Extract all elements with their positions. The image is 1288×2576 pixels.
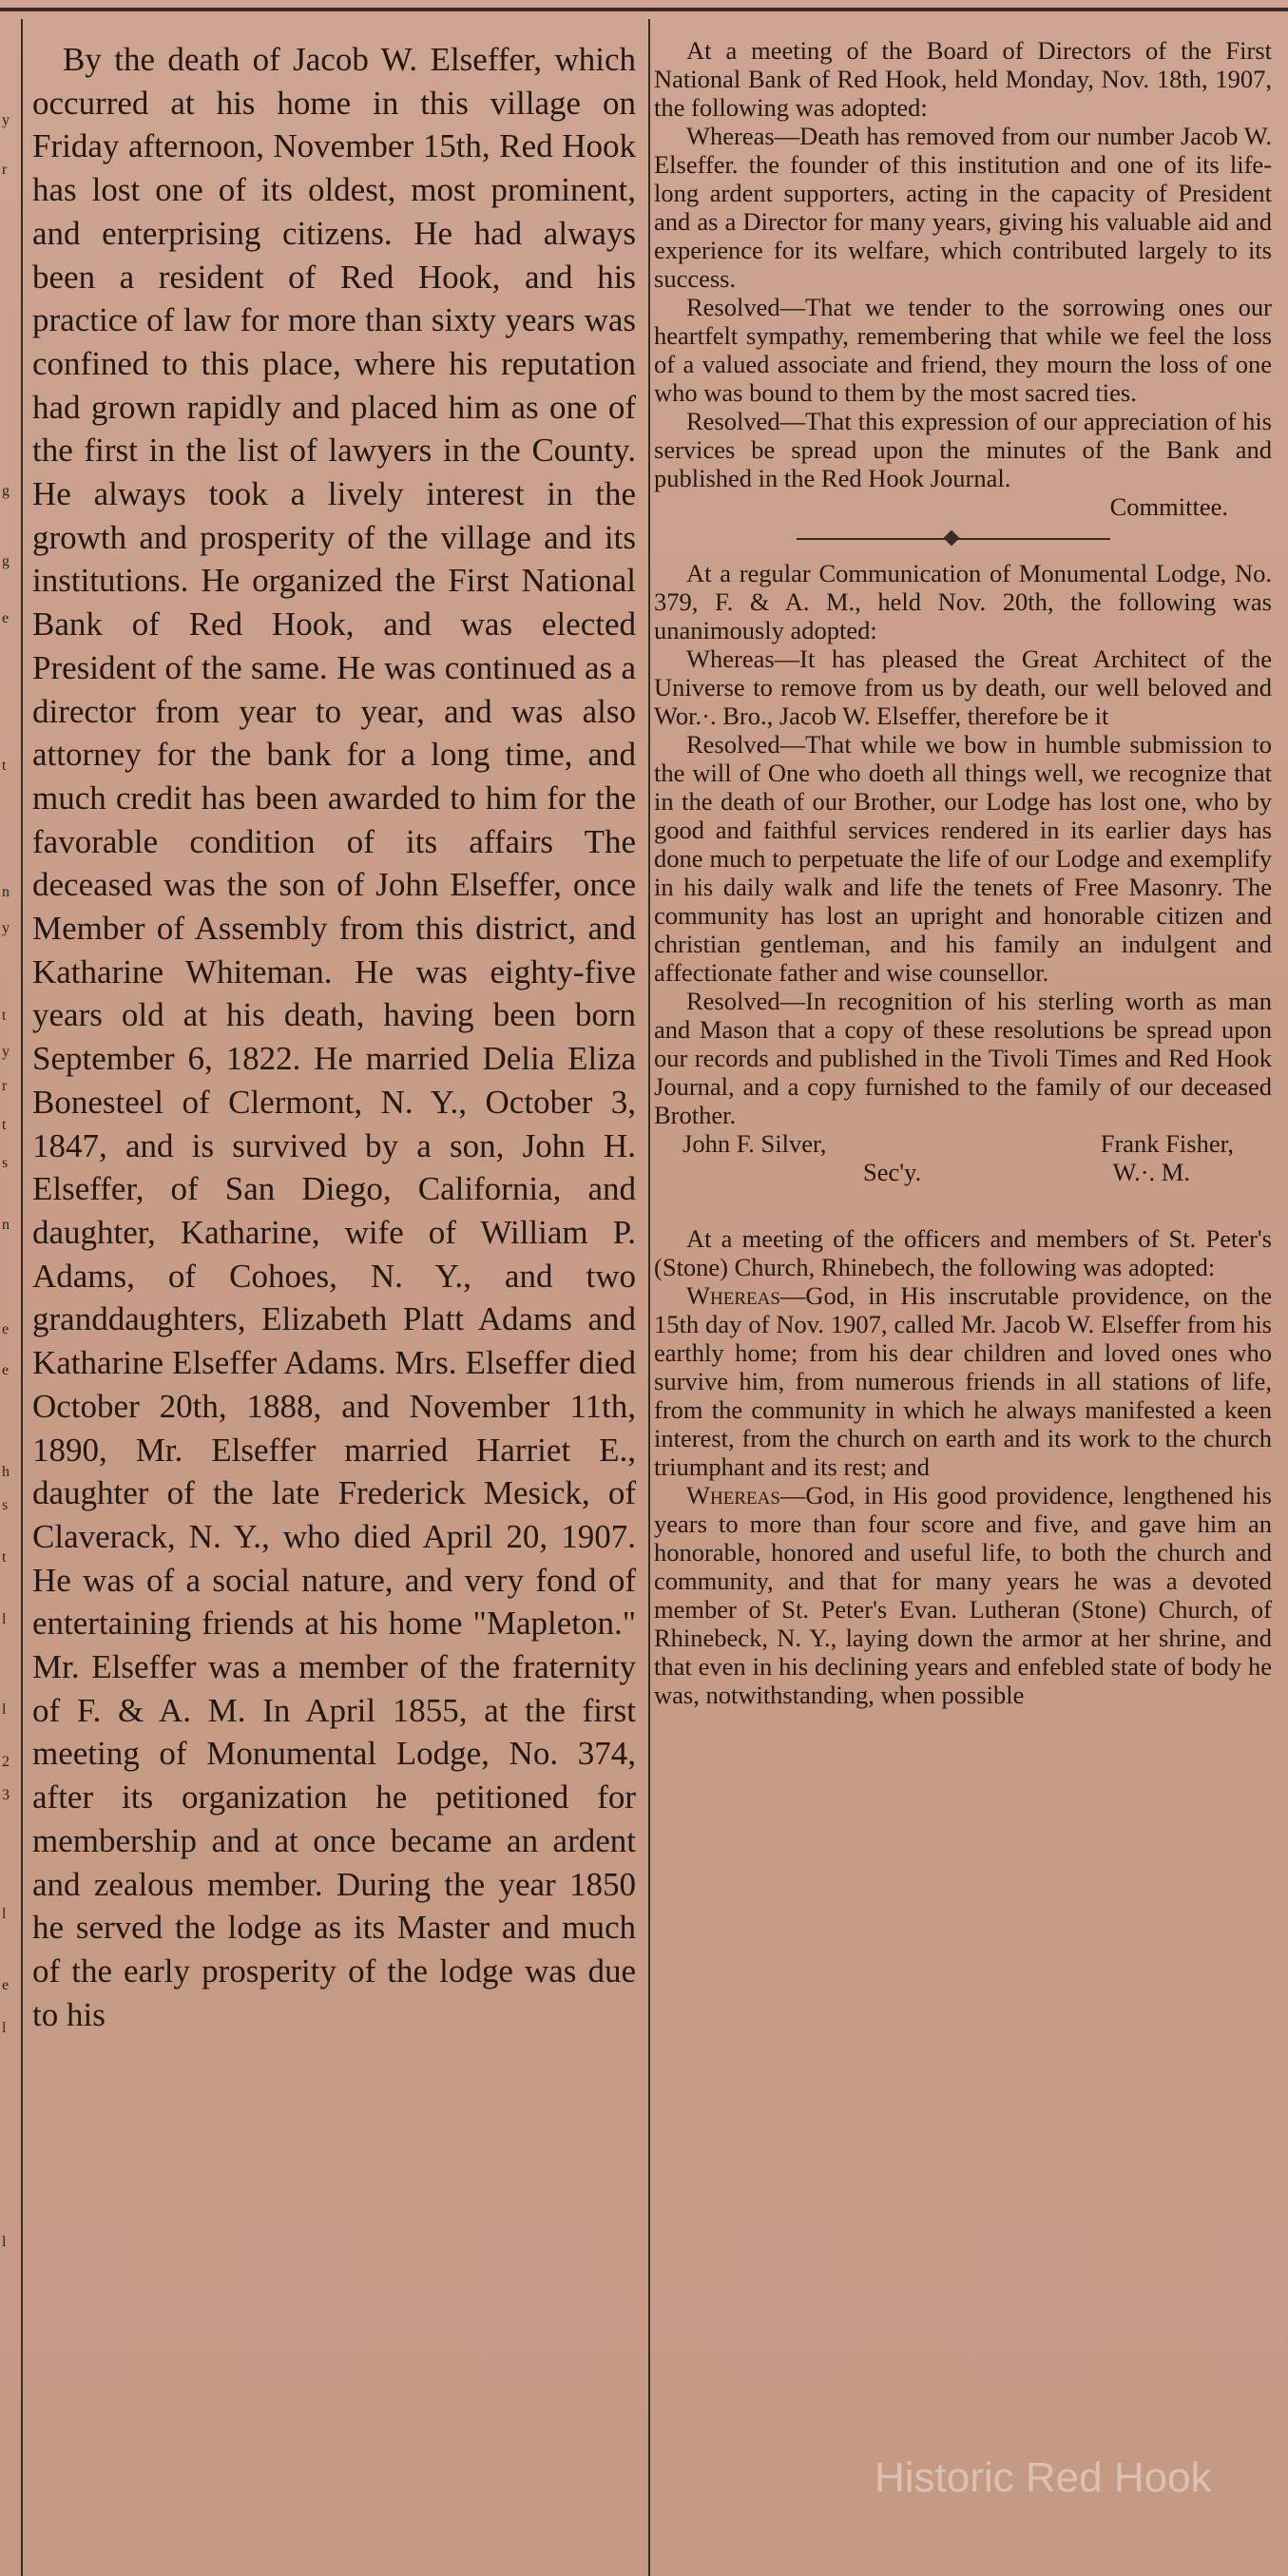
whereas-lead-1: Whereas <box>686 1281 780 1310</box>
gutter-fragment: e <box>2 1321 10 1337</box>
gutter-fragment: y <box>2 112 10 128</box>
signer-secretary-title: Sec'y. <box>863 1158 922 1186</box>
gutter-fragment: t <box>2 758 7 774</box>
column-rule <box>648 19 650 2576</box>
lodge-resolution <box>654 559 1272 1186</box>
lodge-signer-titles <box>654 1158 1272 1186</box>
gutter-fragment: l <box>2 1701 7 1718</box>
left-gutter <box>0 19 23 2576</box>
obituary-text: By the death of Jacob W. Elseffer, which occurred at his home in this village on Friday afternoon, November 15th, Red Hook has lost one of its oldest, most prominent, and enterprising citizens. He had always been a resident of Red Hook, and his practice of law for more than sixty years was confined to this place, where his reputation had grown rapidly and placed him as one of the first in the list of lawyers in the County. He always took a lively interest in the growth and prosperity of the village and its institutions. He organized the First National Bank of Red Hook, and was elected President of the same. He was continued as a director from year to year, and was also attorney for the bank for a long time, and much credit has been awarded to him for the favorable condition of its affairs The deceased was the son of John Elseffer, once Member of Assembly from this district, and Katharine Whiteman. He was eighty-five years old at his death, having been born September 6, 1822. He married Delia Eliza Bonesteel of Clermont, N. Y., October 3, 1847, and is survived by a son, John H. Elseffer, of San Diego, California, and daughter, Katharine, wife of William P. Adams, of Cohoes, N. Y., and two granddaughters, Elizabeth Platt Adams and Katharine Elseffer Adams. Mrs. Elseffer died October 20th, 1888, and November 11th, 1890, Mr. Elseffer married Harriet E., daughter of the late Frederick Mesick, of Claverack, N. Y., who died April 20, 1907. He was of a social nature, and very fond of entertaining friends at his home "Mapleton." Mr. Elseffer was a member of the fraternity of F. & A. M. In April 1855, at the first meeting of Monumental Lodge, No. 374, after its organization he petitioned for membership and at once became an ardent and zealous member. During the year 1850 he served the lodge as its Master and much of the early prosperity of the lodge was due to his <box>32 41 636 2033</box>
lodge-signers <box>654 1129 1272 1158</box>
gutter-fragment: l <box>2 1906 7 1922</box>
gutter-fragment: l <box>2 2020 7 2036</box>
gutter-fragment: l <box>2 2234 7 2250</box>
gutter-fragment: 2 <box>2 1754 10 1770</box>
gutter-fragment: r <box>2 1078 8 1094</box>
lodge-intro: At a regular Communication of Monumental Lodge, No. 379, F. & A. M., held Nov. 20th, the following was unanimously adopted: <box>654 559 1272 644</box>
lodge-resolved-2: Resolved—In recognition of his sterling worth as man and Mason that a copy of these resolutions be spread upon our records and published in the Tivoli Times and Red Hook Journal, and a copy furnished to the family of our deceased Brother. <box>654 987 1272 1129</box>
separator-diamond-icon <box>944 530 960 547</box>
top-rule <box>0 8 1288 11</box>
bank-signature: Committee. <box>1109 492 1228 521</box>
church-whereas-1 <box>654 1281 1272 1481</box>
whereas-text-1: —God, in His inscrutable providence, on the 15th day of Nov. 1907, called Mr. Jacob W. Elseffer from his earthly home; from his dear children and loved ones who survive him, from numerous friends in all stations of life, from the community in which he always manifested a keen interest, from the church on earth and its work to the church triumphant and its rest; and <box>654 1281 1272 1481</box>
bank-resolved-1: Resolved—That we tender to the sorrowing ones our heartfelt sympathy, remembering that while we feel the loss of a valued associate and friend, they mourn the loss of one who was bound to them by the most sacred ties. <box>654 293 1272 407</box>
church-whereas-2 <box>654 1481 1272 1709</box>
obituary-column <box>32 38 636 2036</box>
gutter-fragment: r <box>2 162 8 178</box>
gutter-fragment: y <box>2 1044 10 1060</box>
gutter-fragment: h <box>2 1464 10 1480</box>
lodge-whereas: Whereas—It has pleased the Great Architect of the Universe to remove from us by death, our well beloved and Wor.·. Bro., Jacob W. Elseffer, therefore be it <box>654 644 1272 730</box>
gutter-fragment: g <box>2 483 10 499</box>
lodge-resolved-1: Resolved—That while we bow in humble submission to the will of One who doeth all things well, we recognize that in the death of our Brother, our Lodge has lost one, who by good and faithful services rendered in its earlier days has done much to perpetuate the life of our Lodge and exemplify in his daily walk and life the tenets of Free Masonry. The community has lost an upright and honorable citizen and christian gentleman, and his family an indulgent and affectionate father and wise counsellor. <box>654 730 1272 987</box>
section-separator <box>654 523 1272 555</box>
resolutions-column <box>654 36 1272 1709</box>
gutter-fragment: s <box>2 1155 9 1171</box>
signer-master-title: W.·. M. <box>1112 1158 1190 1186</box>
watermark: Historic Red Hook <box>875 2454 1212 2501</box>
gutter-fragment: e <box>2 1362 10 1378</box>
church-intro: At a meeting of the officers and members of St. Peter's (Stone) Church, Rhinebech, the following was adopted: <box>654 1224 1272 1281</box>
bank-resolved-2: Resolved—That this expression of our appreciation of his services be spread upon the minutes of the Bank and published in the Red Hook Journal. <box>654 407 1272 492</box>
gutter-fragment: y <box>2 920 10 936</box>
gutter-fragment: t <box>2 1008 7 1024</box>
gutter-fragment: n <box>2 884 10 900</box>
gutter-fragment: g <box>2 553 10 569</box>
gutter-fragment: e <box>2 1977 10 1993</box>
gutter-fragment: s <box>2 1497 9 1513</box>
bank-whereas: Whereas—Death has removed from our number Jacob W. Elseffer. the founder of this institution and one of its life-long ardent supporters, acting in the capacity of President and as a Director for many years, giving his valuable aid and experience for its welfare, which contributed largely to its success. <box>654 122 1272 293</box>
gutter-fragment: t <box>2 1117 7 1133</box>
signer-master-name: Frank Fisher, <box>1100 1129 1234 1158</box>
gutter-fragment: 3 <box>2 1787 10 1803</box>
bank-intro: At a meeting of the Board of Directors of the First National Bank of Red Hook, held Monday, Nov. 18th, 1907, the following was adopted: <box>654 36 1272 122</box>
gutter-fragment: l <box>2 1611 7 1627</box>
gutter-fragment: e <box>2 610 10 626</box>
gutter-fragment: t <box>2 1549 7 1566</box>
section-separator-2 <box>654 1188 1272 1221</box>
signer-secretary-name: John F. Silver, <box>682 1129 827 1158</box>
bank-resolution <box>654 36 1272 521</box>
whereas-text-2: —God, in His good providence, lengthened his years to more than four score and five, and gave him an honorable, honored and useful life, to both the church and community, and that for many years he was a devoted member of St. Peter's Evan. Lutheran (Stone) Church, of Rhinebeck, N. Y., laying down the armor at her shrine, and that even in his declining years and enfebled state of body he was, notwithstanding, when possible <box>654 1481 1272 1709</box>
church-resolution <box>654 1224 1272 1709</box>
whereas-lead-2: Whereas <box>686 1481 780 1509</box>
gutter-fragment: n <box>2 1217 10 1233</box>
